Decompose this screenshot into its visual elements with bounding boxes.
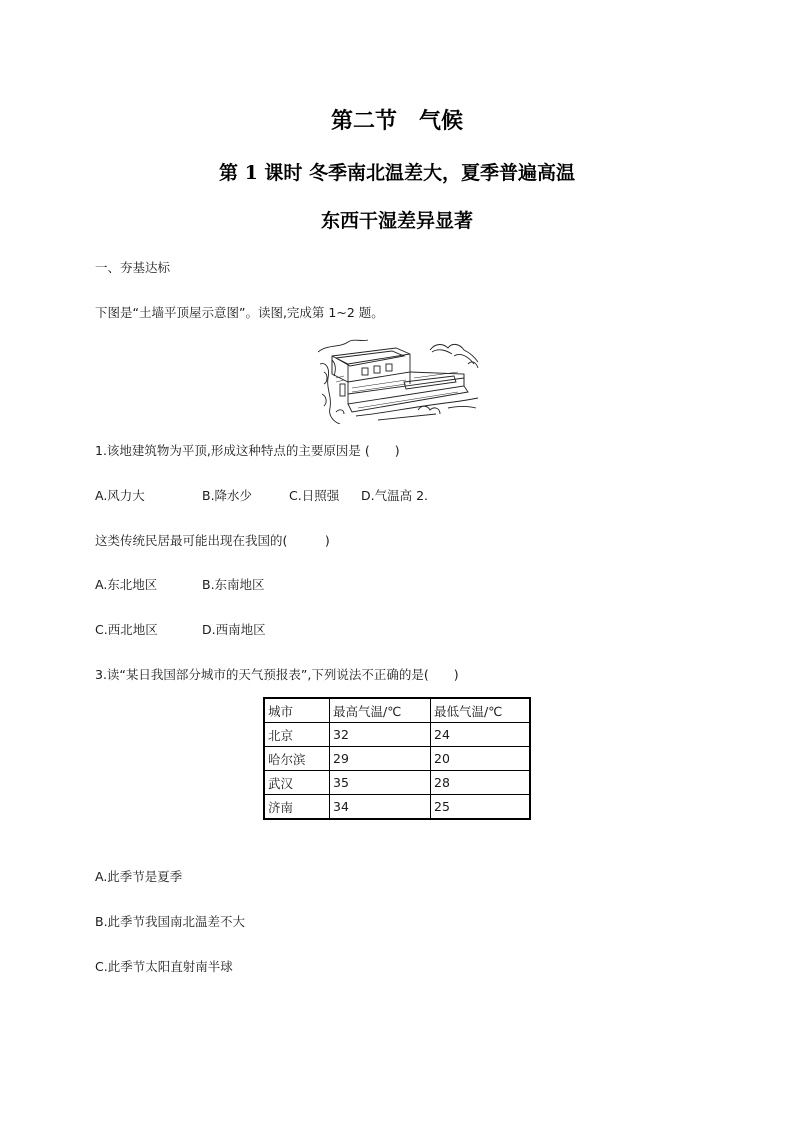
q3-option-b: B.此季节我国南北温差不大 (95, 914, 246, 929)
q3-option-c: C.此季节太阳直射南半球 (95, 959, 233, 974)
lesson-title-line1: 第 1 课时 冬季南北温差大，夏季普遍高温 (218, 162, 576, 184)
table-cell: 25 (431, 795, 531, 820)
q1-stem: 1.该地建筑物为平顶,形成这种特点的主要原因是 ( ) (95, 443, 400, 458)
q1-option-c: C.日照强 (289, 488, 340, 503)
lesson-title-line2: 东西干湿差异显著 (320, 210, 473, 232)
table-cell: 20 (431, 747, 531, 771)
table-cell: 24 (431, 723, 531, 747)
table-cell: 武汉 (264, 771, 330, 795)
q2-option-a: A.东北地区 (95, 577, 158, 592)
table-cell: 29 (330, 747, 431, 771)
section-heading: 一、夯基达标 (95, 260, 171, 275)
table-header-row (264, 698, 530, 723)
table-row (264, 771, 530, 795)
flat-roof-house-illustration (318, 334, 480, 424)
table-cell: 哈尔滨 (264, 747, 330, 771)
table-cell: 北京 (264, 723, 330, 747)
q3-option-a: A.此季节是夏季 (95, 869, 183, 884)
section-title: 第二节 气候 (330, 108, 463, 134)
q2-option-c: C.西北地区 (95, 622, 158, 637)
table-header-cell: 最低气温/℃ (431, 698, 531, 723)
table-header-cell: 最高气温/℃ (330, 698, 431, 723)
q3-stem: 3.读“某日我国部分城市的天气预报表”,下列说法不正确的是( ) (95, 667, 459, 682)
table-header-cell: 城市 (264, 698, 330, 723)
table-cell: 34 (330, 795, 431, 820)
q1-option-a: A.风力大 (95, 488, 145, 503)
q1-option-d: D.气温高 2. (361, 488, 428, 503)
table-cell: 济南 (264, 795, 330, 820)
q1-option-b: B.降水少 (202, 488, 253, 503)
table-cell: 28 (431, 771, 531, 795)
weather-forecast-table (263, 697, 531, 820)
table-row (264, 723, 530, 747)
q2-option-d: D.西南地区 (202, 622, 266, 637)
table-row (264, 747, 530, 771)
table-cell: 35 (330, 771, 431, 795)
intro-text: 下图是“土墙平顶屋示意图”。读图,完成第 1~2 题。 (95, 305, 384, 320)
table-row (264, 795, 530, 820)
table-cell: 32 (330, 723, 431, 747)
q2-stem: 这类传统民居最可能出现在我国的( ) (95, 533, 330, 548)
q2-option-b: B.东南地区 (202, 577, 265, 592)
